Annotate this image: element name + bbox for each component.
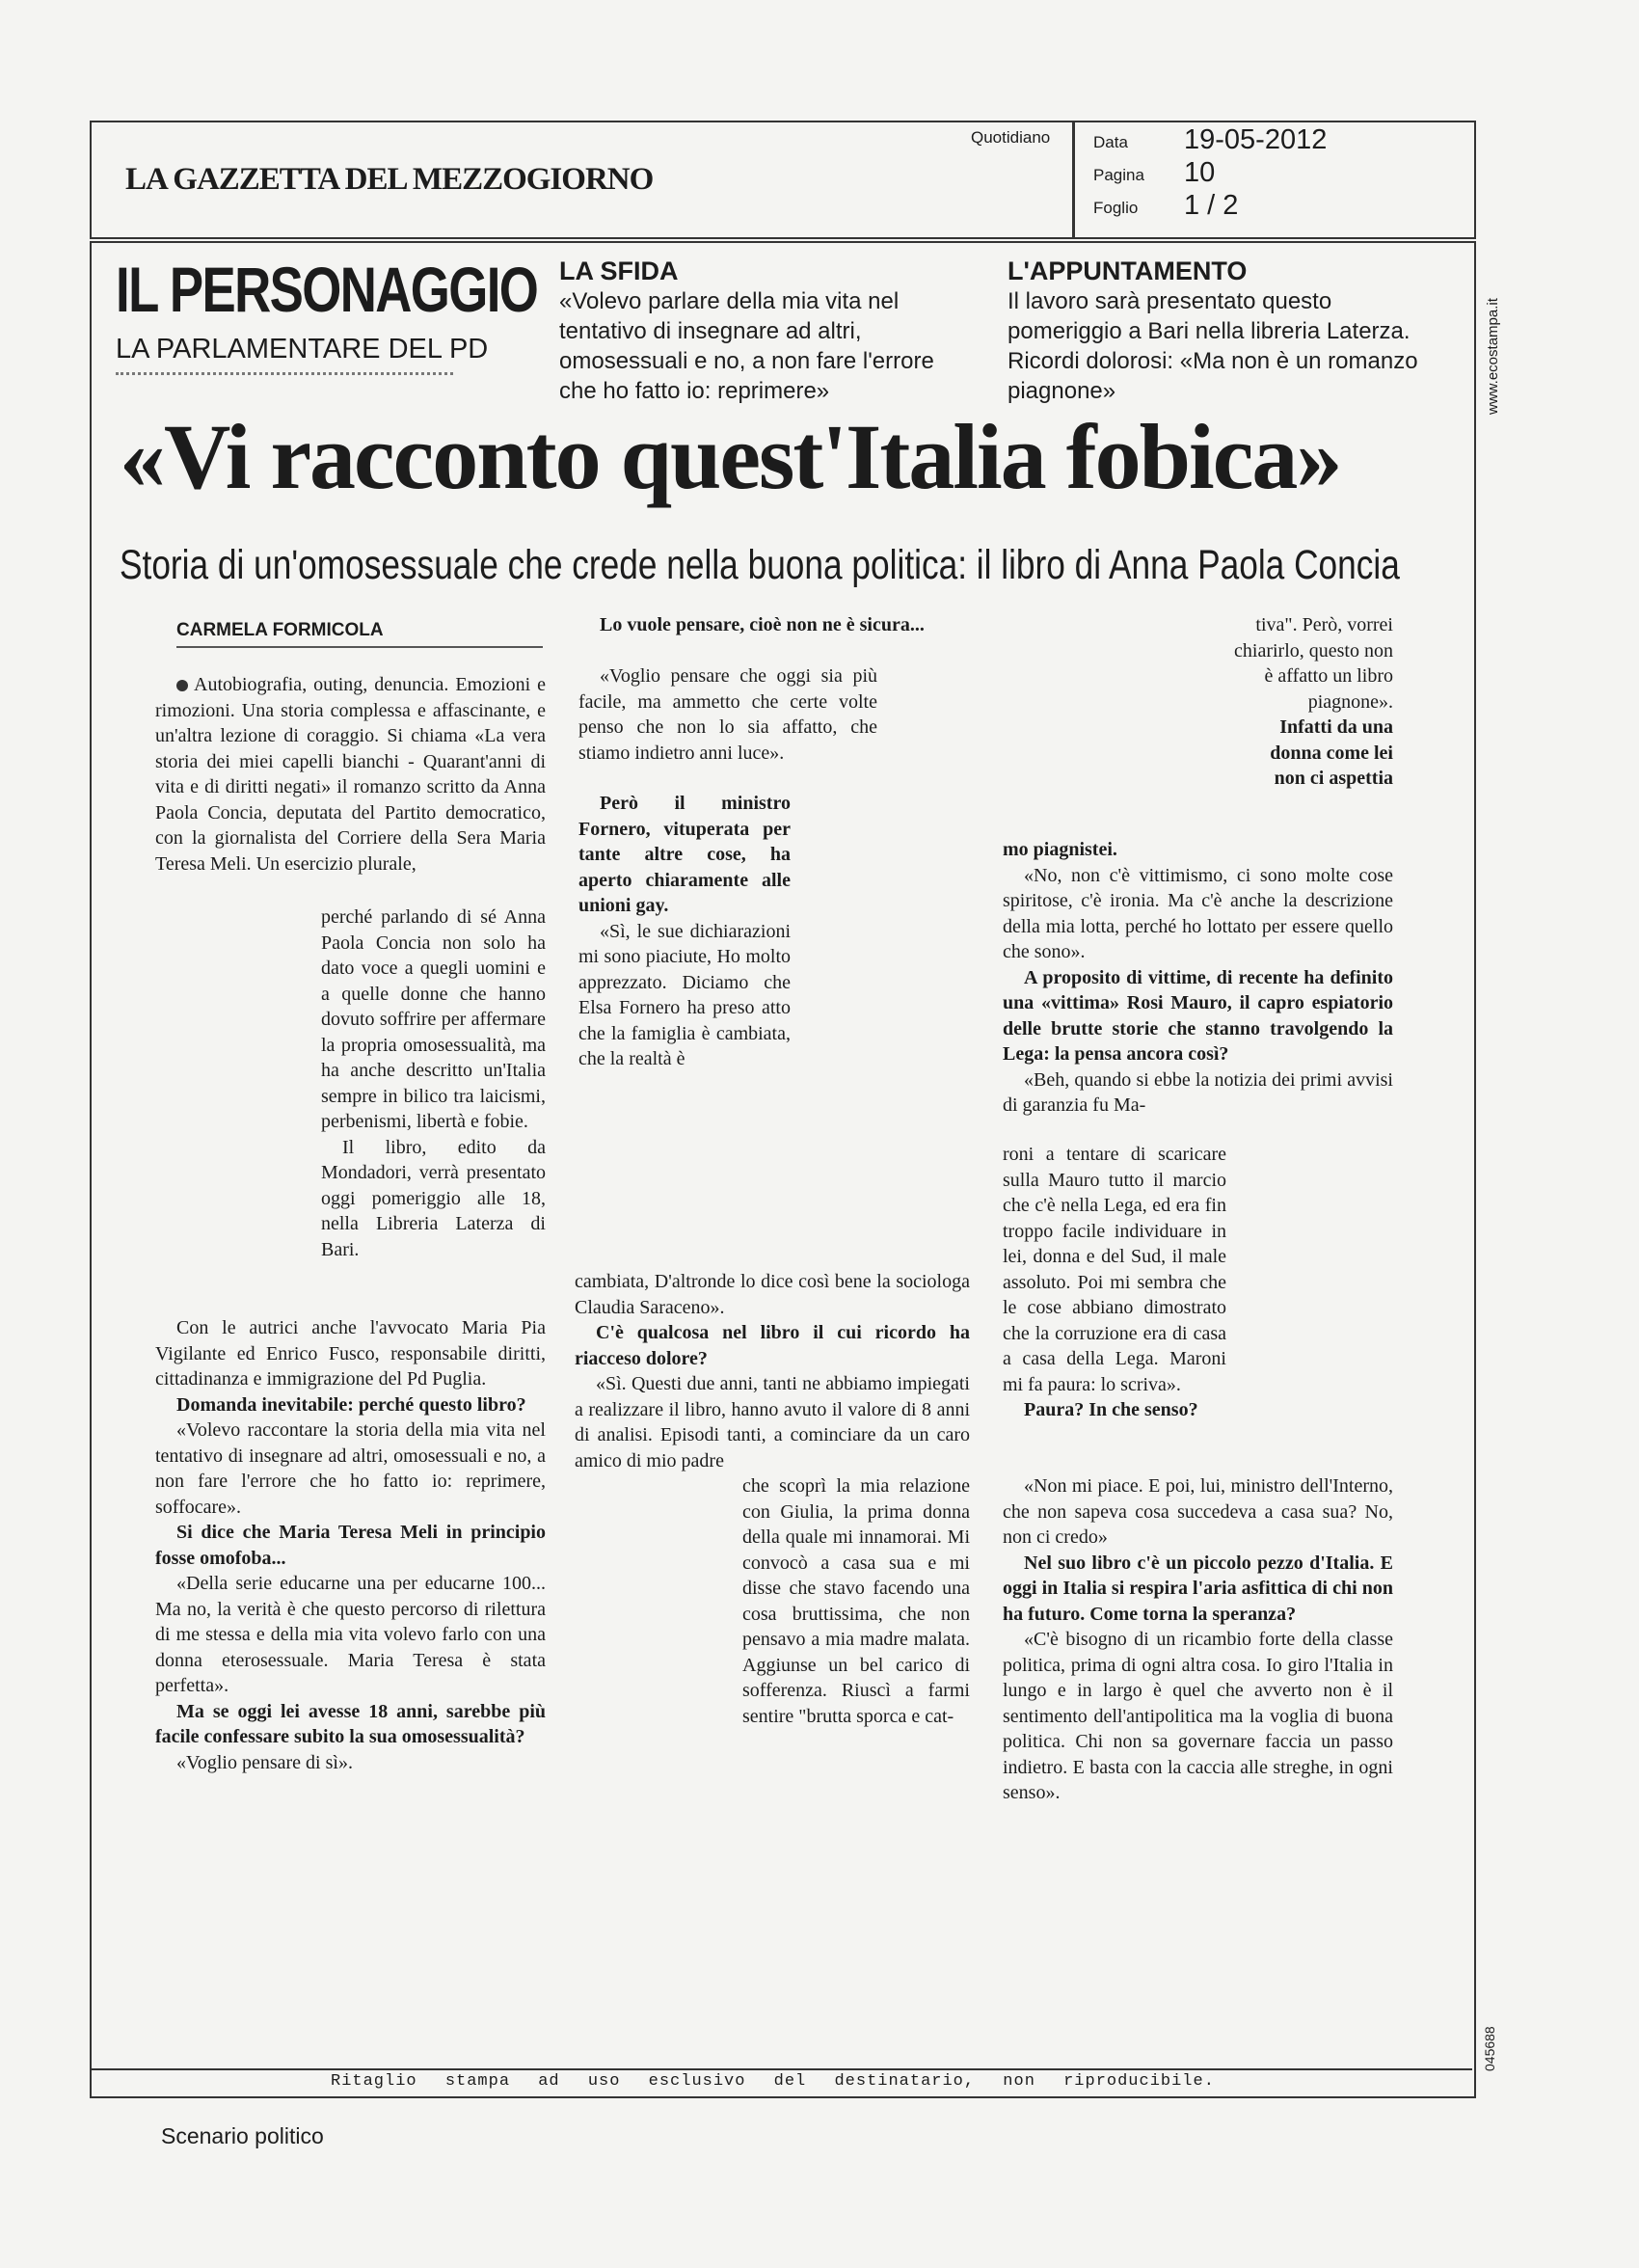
footer-rule (90, 2068, 1472, 2070)
column-2-top (578, 612, 970, 638)
headline: «Vi racconto quest'Italia fobica» (120, 405, 1341, 508)
sheet-label: Foglio (1093, 199, 1139, 217)
question: Domanda inevitabile: perché questo libro? (176, 1393, 526, 1416)
column-3-top (1234, 612, 1393, 792)
page-value: 10 (1184, 157, 1216, 188)
page-label: Pagina (1093, 166, 1144, 184)
kicker-text: Il lavoro sarà presentato questo pomeriggio a Bari nella libreria Laterza. Ricordi dolorosi: «Ma non è un romanzo piagnone» (1008, 288, 1418, 404)
section-title: IL PERSONAGGIO (116, 254, 538, 325)
frequency-label: Quotidiano (971, 128, 1051, 147)
column-1-wrap (321, 904, 546, 1262)
footer-disclaimer: Ritaglio stampa ad uso esclusivo del destinatario, non riproducibile. (331, 2072, 1215, 2091)
answer-continued: tiva". Però, vorrei chiarirlo, questo non è affatto un libro piagnone». (1234, 614, 1393, 713)
question: A proposito di vittime, di recente ha definito una «vittima» Rosi Mauro, il capro espiatorio delle brutte storie che stanno travolgendo la Lega: la pensa ancora così? (1003, 966, 1393, 1065)
answer: «C'è bisogno di un ricambio forte della classe politica, prima di ogni altra cosa. Io giro l'Italia in lungo e in largo è quel che avverto non è il sentimento dell'antipolitica ma la voglia di buona politica. Chi non sa governare faccia un passo indietro. E basta con la caccia alle streghe, in ogni senso». (1003, 1629, 1393, 1803)
site-watermark: www.ecostampa.it (1485, 298, 1501, 415)
answer: «Sì. Questi due anni, tanti ne abbiamo impiegati a realizzare il libro, hanno avuto il valore di 8 anni di analisi. Episodi tanti, a cominciare da un caro amico di mio padre (575, 1373, 970, 1472)
kicker-title: L'APPUNTAMENTO (1008, 256, 1248, 285)
category-label: Scenario politico (161, 2123, 324, 2148)
paragraph: perché parlando di sé Anna Paola Concia non solo ha dato voce a quegli uomini e a quelle donne che hanno dovuto soffrire per affermare la propria omosessualità, ma ha anche descritto un'Italia sempre in bilico tra laicismi, perbenismi, libertà e fobie. (321, 906, 546, 1132)
question-continued: mo piagnistei. (1003, 839, 1117, 860)
kicker-text: «Volevo parlare della mia vita nel tentativo di insegnare ad altri, omosessuali e no, a non fare l'errore che ho fatto io: reprimere» (559, 288, 934, 404)
answer: «Sì, le sue dichiarazioni mi sono piaciute, Ho molto apprezzato. Diciamo che Elsa Fornero ha preso atto che la famiglia è cambiata, che la realtà è (578, 920, 791, 1069)
sheet-value: 1 / 2 (1184, 190, 1239, 221)
column-3-wrap (1003, 1142, 1226, 1423)
column-2-narrower (578, 791, 791, 1072)
answer: «Della serie educarne una per educarne 100... Ma no, la verità è che questo percorso di rilettura di me stessa e della mia vita volevo farlo con una donna eterosessuale. Maria Teresa è stata perfetta». (155, 1573, 546, 1696)
paragraph: Con le autrici anche l'avvocato Maria Pia Vigilante ed Enrico Fusco, responsabile diritti, cittadinanza e immigrazione del Pd Puglia. (155, 1317, 546, 1390)
answer-continued: cambiata, D'altronde lo dice così bene la sociologa Claudia Saraceno». (575, 1271, 970, 1318)
question: Infatti da una donna come lei non ci aspettia (1270, 716, 1393, 789)
question: Paura? In che senso? (1024, 1399, 1198, 1420)
column-3-lower (1003, 1473, 1393, 1806)
subheadline: Storia di un'omosessuale che crede nella buona politica: il libro di Anna Paola Concia (120, 542, 1400, 588)
answer-continued: roni a tentare di scaricare sulla Mauro tutto il marcio che c'è nella Lega, ed era fin troppo facile individuare in lei, donna e del Sud, il male assoluto. Poi mi sembra che le cose abbiano dimostrato che la corruzione era di casa a casa della Lega. Maroni mi fa paura: lo scriva». (1003, 1144, 1226, 1395)
answer: «No, non c'è vittimismo, ci sono molte cose spiritose, c'è ironia. Ma c'è anche la descrizione della mia lotta, perché ho lottato per essere quello che sono». (1003, 864, 1393, 962)
bullet-icon (176, 680, 188, 691)
intro-paragraph (155, 672, 546, 877)
newspaper-masthead: LA GAZZETTA DEL MEZZOGIORNO (125, 162, 654, 197)
kicker-sfida (559, 256, 974, 406)
column-1-lower (155, 1315, 546, 1775)
byline-rule (176, 646, 543, 648)
date-value: 19-05-2012 (1184, 124, 1328, 155)
article-frame (90, 241, 1476, 2098)
question: Si dice che Maria Teresa Meli in principio fosse omofoba... (155, 1522, 546, 1569)
intro-text: Autobiografia, outing, denuncia. Emozioni e rimozioni. Una storia complessa e affascinante, e un'altra lezione di coraggio. Si chiama «La vera storia dei miei capelli bianchi - Quarant'anni di vita e di diritti negati» il romanzo scritto da Anna Paola Concia, deputata del Partito democratico, con la giornalista del Corriere della Sera Maria Teresa Meli. Un esercizio plurale, (155, 674, 546, 875)
date-label: Data (1093, 133, 1128, 151)
question: C'è qualcosa nel libro il cui ricordo ha riacceso dolore? (575, 1322, 970, 1369)
answer: «Voglio pensare che oggi sia più facile, ma ammetto che certe volte penso che non lo sia affatto, che stiamo indietro anni luce». (578, 665, 877, 764)
column-2-narrow (578, 663, 877, 766)
section-divider (116, 372, 453, 375)
byline: CARMELA FORMICOLA (176, 620, 384, 640)
answer: «Non mi piace. E poi, lui, ministro dell'Interno, che non sapeva cosa succedeva a casa sua? No, non ci credo» (1003, 1475, 1393, 1548)
column-2-lower (575, 1269, 970, 1473)
paragraph: Il libro, edito da Mondadori, verrà presentato oggi pomeriggio alle 18, nella Libreria Laterza di Bari. (321, 1136, 546, 1260)
kicker-title: LA SFIDA (559, 256, 679, 285)
kicker-appuntamento (1008, 256, 1441, 406)
answer: «Voglio pensare di sì». (176, 1751, 353, 1773)
column-3-main (1003, 837, 1393, 1119)
question: Ma se oggi lei avesse 18 anni, sarebbe più facile confessare subito la sua omosessualità? (155, 1700, 546, 1747)
column-2-wrap (742, 1473, 970, 1729)
answer-continued: che scoprì la mia relazione con Giulia, la prima donna della quale mi innamorai. Mi convocò a casa sua e mi disse che stavo facendo una cosa bruttissima, che non pensavo a mia madre malata. Aggiunse un bel carico di sofferenza. Riuscì a farmi sentire "brutta sporca e cat- (742, 1475, 970, 1727)
section-subtitle: LA PARLAMENTARE DEL PD (116, 334, 489, 364)
question: Nel suo libro c'è un piccolo pezzo d'Italia. E oggi in Italia si respira l'aria asfittica di chi non ha futuro. Come torna la speranza? (1003, 1552, 1393, 1625)
answer: «Beh, quando si ebbe la notizia dei primi avvisi di garanzia fu Ma- (1003, 1068, 1393, 1116)
question: Lo vuole pensare, cioè non ne è sicura... (600, 614, 925, 635)
question: Però il ministro Fornero, vituperata per tante altre cose, ha aperto chiaramente alle unioni gay. (578, 793, 791, 916)
clipping-code: 045688 (1482, 2026, 1497, 2071)
column-1 (155, 672, 546, 877)
answer: «Volevo raccontare la storia della mia vita nel tentativo di insegnare ad altri, omosessuali e no, a non fare l'errore che ho fatto io: reprimere, soffocare». (155, 1419, 546, 1518)
